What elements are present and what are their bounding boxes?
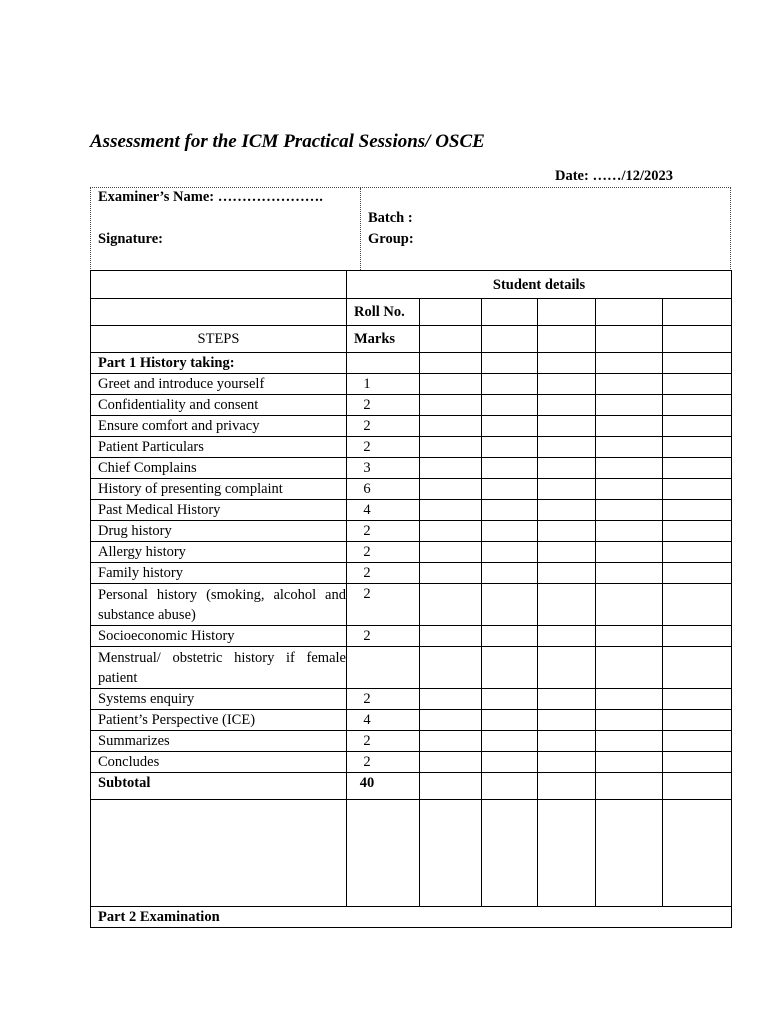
score-cell[interactable]	[596, 647, 663, 689]
score-cell[interactable]	[420, 353, 482, 374]
step-marks: 2	[347, 731, 420, 752]
score-cell[interactable]	[596, 479, 663, 500]
step-label: Patient Particulars	[91, 437, 347, 458]
score-cell[interactable]	[663, 500, 732, 521]
step-label: Personal history (smoking, alcohol and substance abuse)	[91, 584, 347, 626]
score-cell[interactable]	[663, 731, 732, 752]
assessment-table	[90, 270, 732, 928]
examiner-name-field: Examiner’s Name: ………………….	[98, 189, 323, 205]
score-cell[interactable]	[596, 731, 663, 752]
step-marks	[347, 647, 420, 689]
score-cell[interactable]	[482, 752, 538, 773]
score-cell[interactable]	[663, 521, 732, 542]
score-cell[interactable]	[538, 731, 596, 752]
score-cell[interactable]	[482, 479, 538, 500]
score-cell[interactable]	[482, 647, 538, 689]
subtotal-row	[91, 773, 732, 800]
table-row	[91, 584, 732, 626]
blank-row	[91, 800, 732, 907]
part1-label: Part 1 History taking:	[91, 353, 347, 374]
score-cell[interactable]	[420, 500, 482, 521]
blank-cell	[91, 299, 347, 326]
score-cell[interactable]	[663, 479, 732, 500]
step-marks: 2	[347, 416, 420, 437]
score-cell[interactable]	[538, 773, 596, 800]
score-cell[interactable]	[663, 458, 732, 479]
document-title: Assessment for the ICM Practical Sessions/ OSCE	[90, 131, 485, 152]
step-label: Allergy history	[91, 542, 347, 563]
table-row	[91, 374, 732, 395]
score-cell[interactable]	[420, 773, 482, 800]
score-cell[interactable]	[596, 458, 663, 479]
roll-no-cell[interactable]	[420, 299, 482, 326]
score-cell[interactable]	[482, 542, 538, 563]
batch-field: Batch :	[368, 210, 413, 226]
score-cell[interactable]	[538, 479, 596, 500]
score-cell[interactable]	[663, 353, 732, 374]
score-cell[interactable]	[538, 416, 596, 437]
step-label: Confidentiality and consent	[91, 395, 347, 416]
score-cell[interactable]	[420, 626, 482, 647]
table-row	[91, 689, 732, 710]
score-cell[interactable]	[420, 542, 482, 563]
header-divider	[360, 188, 361, 270]
score-cell[interactable]	[596, 353, 663, 374]
score-cell[interactable]	[420, 521, 482, 542]
score-cell[interactable]	[538, 542, 596, 563]
score-cell[interactable]	[663, 374, 732, 395]
step-label: Family history	[91, 563, 347, 584]
table-row	[91, 437, 732, 458]
steps-marks-header-row	[91, 326, 732, 353]
score-cell[interactable]	[663, 689, 732, 710]
step-label: Greet and introduce yourself	[91, 374, 347, 395]
score-cell[interactable]	[596, 710, 663, 731]
score-cell[interactable]	[482, 584, 538, 626]
score-cell[interactable]	[482, 626, 538, 647]
roll-no-cell[interactable]	[482, 299, 538, 326]
step-label: Summarizes	[91, 731, 347, 752]
score-cell[interactable]	[596, 374, 663, 395]
score-cell[interactable]	[420, 395, 482, 416]
step-marks: 2	[347, 437, 420, 458]
score-cell[interactable]	[596, 500, 663, 521]
step-marks: 2	[347, 689, 420, 710]
signature-field: Signature:	[98, 231, 163, 247]
score-cell[interactable]	[538, 374, 596, 395]
score-cell[interactable]	[538, 689, 596, 710]
part2-header-row	[91, 907, 732, 928]
table-row	[91, 626, 732, 647]
score-cell[interactable]	[538, 563, 596, 584]
score-cell[interactable]	[538, 500, 596, 521]
table-row	[91, 395, 732, 416]
roll-no-row	[91, 299, 732, 326]
score-cell[interactable]	[420, 326, 482, 353]
score-cell[interactable]	[596, 773, 663, 800]
table-row	[91, 479, 732, 500]
step-label: Socioeconomic History	[91, 626, 347, 647]
score-cell[interactable]	[420, 458, 482, 479]
score-cell[interactable]	[482, 374, 538, 395]
table-row	[91, 563, 732, 584]
score-cell[interactable]	[538, 626, 596, 647]
step-marks: 2	[347, 584, 420, 626]
blank-cell	[347, 800, 420, 907]
score-cell[interactable]	[663, 437, 732, 458]
score-cell[interactable]	[663, 542, 732, 563]
step-label: History of presenting complaint	[91, 479, 347, 500]
roll-no-cell[interactable]	[663, 299, 732, 326]
score-cell[interactable]	[663, 647, 732, 689]
score-cell[interactable]	[538, 647, 596, 689]
score-cell[interactable]	[482, 800, 538, 907]
table-row	[91, 521, 732, 542]
part2-label: Part 2 Examination	[91, 907, 732, 928]
table-row	[91, 542, 732, 563]
step-label: Patient’s Perspective (ICE)	[91, 710, 347, 731]
score-cell[interactable]	[482, 395, 538, 416]
table-row	[91, 731, 732, 752]
table-row	[91, 458, 732, 479]
student-details-header: Student details	[347, 271, 732, 299]
score-cell[interactable]	[596, 395, 663, 416]
step-marks: 3	[347, 458, 420, 479]
step-label: Systems enquiry	[91, 689, 347, 710]
score-cell[interactable]	[482, 563, 538, 584]
table-row	[91, 647, 732, 689]
score-cell[interactable]	[420, 752, 482, 773]
score-cell[interactable]	[663, 773, 732, 800]
step-marks: 2	[347, 542, 420, 563]
score-cell[interactable]	[420, 647, 482, 689]
score-cell[interactable]	[420, 689, 482, 710]
step-label: Menstrual/ obstetric history if female patient	[91, 647, 347, 689]
score-cell[interactable]	[663, 626, 732, 647]
score-cell[interactable]	[538, 353, 596, 374]
table-row	[91, 416, 732, 437]
score-cell[interactable]	[420, 710, 482, 731]
score-cell[interactable]	[663, 563, 732, 584]
score-cell[interactable]	[538, 458, 596, 479]
score-cell[interactable]	[538, 437, 596, 458]
examiner-info-box	[90, 187, 731, 271]
score-cell[interactable]	[663, 395, 732, 416]
score-cell[interactable]	[482, 500, 538, 521]
score-cell[interactable]	[538, 326, 596, 353]
steps-header: STEPS	[91, 326, 347, 353]
score-cell[interactable]	[596, 752, 663, 773]
score-cell[interactable]	[596, 437, 663, 458]
step-marks: 2	[347, 752, 420, 773]
score-cell[interactable]	[482, 689, 538, 710]
table-row	[91, 500, 732, 521]
score-cell[interactable]	[482, 731, 538, 752]
subtotal-marks: 40	[347, 773, 420, 800]
score-cell[interactable]	[482, 353, 538, 374]
score-cell[interactable]	[482, 416, 538, 437]
roll-no-cell[interactable]	[538, 299, 596, 326]
score-cell[interactable]	[596, 521, 663, 542]
marks-header: Marks	[347, 326, 420, 353]
score-cell[interactable]	[663, 710, 732, 731]
score-cell[interactable]	[538, 395, 596, 416]
step-label: Ensure comfort and privacy	[91, 416, 347, 437]
score-cell[interactable]	[663, 416, 732, 437]
score-cell[interactable]	[482, 326, 538, 353]
score-cell[interactable]	[538, 584, 596, 626]
step-marks: 4	[347, 710, 420, 731]
score-cell[interactable]	[663, 584, 732, 626]
group-field: Group:	[368, 231, 414, 247]
score-cell[interactable]	[482, 710, 538, 731]
score-cell[interactable]	[663, 752, 732, 773]
score-cell[interactable]	[538, 800, 596, 907]
score-cell[interactable]	[482, 521, 538, 542]
score-cell[interactable]	[482, 773, 538, 800]
score-cell[interactable]	[596, 326, 663, 353]
score-cell[interactable]	[420, 479, 482, 500]
score-cell[interactable]	[596, 563, 663, 584]
score-cell[interactable]	[663, 326, 732, 353]
score-cell[interactable]	[482, 458, 538, 479]
table-row	[91, 710, 732, 731]
score-cell[interactable]	[663, 800, 732, 907]
subtotal-label: Subtotal	[91, 773, 347, 800]
score-cell[interactable]	[482, 437, 538, 458]
table-row	[91, 752, 732, 773]
score-cell[interactable]	[538, 710, 596, 731]
step-marks: 2	[347, 626, 420, 647]
roll-no-label: Roll No.	[347, 299, 420, 326]
score-cell[interactable]	[596, 542, 663, 563]
score-cell[interactable]	[596, 689, 663, 710]
step-label: Concludes	[91, 752, 347, 773]
step-label: Chief Complains	[91, 458, 347, 479]
score-cell[interactable]	[420, 800, 482, 907]
score-cell[interactable]	[420, 416, 482, 437]
step-marks: 2	[347, 395, 420, 416]
step-marks: 2	[347, 521, 420, 542]
blank-cell	[347, 353, 420, 374]
blank-cell	[91, 800, 347, 907]
score-cell[interactable]	[596, 626, 663, 647]
step-marks: 6	[347, 479, 420, 500]
score-cell[interactable]	[420, 437, 482, 458]
student-details-row	[91, 271, 732, 299]
step-label: Drug history	[91, 521, 347, 542]
part1-header-row	[91, 353, 732, 374]
blank-cell	[91, 271, 347, 299]
score-cell[interactable]	[420, 374, 482, 395]
roll-no-cell[interactable]	[596, 299, 663, 326]
score-cell[interactable]	[538, 752, 596, 773]
date-field: Date: ……/12/2023	[555, 168, 673, 184]
score-cell[interactable]	[420, 563, 482, 584]
score-cell[interactable]	[596, 800, 663, 907]
step-label: Past Medical History	[91, 500, 347, 521]
score-cell[interactable]	[596, 416, 663, 437]
score-cell[interactable]	[420, 584, 482, 626]
step-marks: 4	[347, 500, 420, 521]
step-marks: 1	[347, 374, 420, 395]
score-cell[interactable]	[538, 521, 596, 542]
score-cell[interactable]	[420, 731, 482, 752]
score-cell[interactable]	[596, 584, 663, 626]
step-marks: 2	[347, 563, 420, 584]
